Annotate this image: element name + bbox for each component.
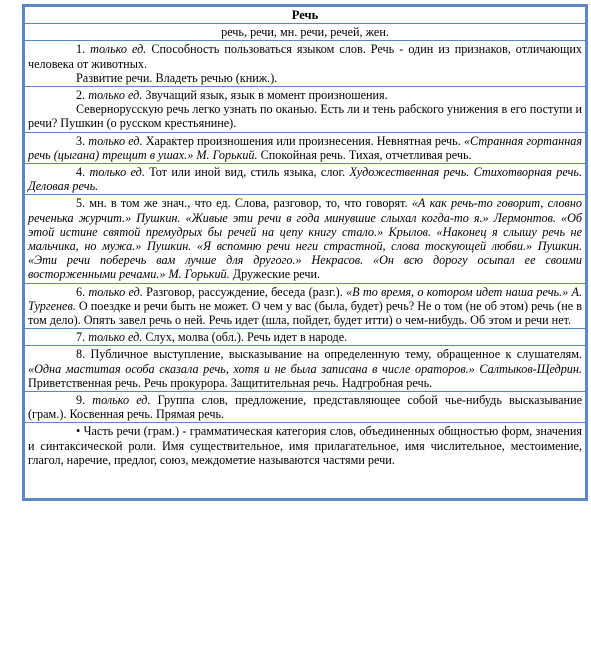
sense-part: 1. [76, 42, 91, 57]
sense-part: Характер произношения или произнесения. Невнятная речь. [142, 133, 464, 148]
sense-part: Дружеские речи. [229, 267, 321, 282]
sense-4 [25, 164, 586, 195]
sense-part: «А как речь-то говорит, словно реченька журчит.» Пушкин. «Живые эти речи в года минувшие слыхал когда-то я.» Лермонтов. «Об этой истине святой премудрых бы речей на цепу книгу стало.» Крылов. «Наконец я слышу речь не мальчика, но мужа.» Пушкин. «Я вспомню речи неги страстной, слова тоскующей любви.» Пушкин. «Эти речи поберечь вам лучше для другого.» Некрасов. «Он всю дорогу осыпал ее своими восторженными речами.» М. Горький. [28, 196, 582, 282]
sense-text [28, 42, 582, 70]
sense-text [28, 196, 582, 281]
sense-part: 6. [76, 284, 89, 299]
dictionary-entry-table [22, 4, 588, 501]
sense-part: только ед. [88, 133, 143, 148]
sense-part: «В то время, о котором идет наша речь.» А. Тургенев. [28, 284, 582, 313]
sense-2 [25, 87, 586, 133]
sense-8 [25, 346, 586, 392]
sense-text [28, 330, 582, 344]
sense-part: 3. [76, 133, 89, 148]
sense-text [28, 134, 582, 162]
sense-9 [25, 392, 586, 423]
sense-3 [25, 132, 586, 163]
sense-7 [25, 329, 586, 346]
sense-part: только ед. [92, 393, 151, 408]
sense-part: «Странная гортанная речь (цыгана) трещит в ушах.» М. Горький. [28, 133, 582, 162]
blank-space [28, 467, 582, 497]
sense-part: только ед. [89, 165, 145, 180]
sense-part: 9. [76, 393, 93, 408]
sense-5 [25, 195, 586, 283]
sense-text [28, 88, 582, 102]
sense-text [28, 393, 582, 421]
sense-example: Севернорусскую речь легко узнать по оканью. Есть ли и тень рабского унижения в его поступи и речи? Пушкин (о русском крестьянине). [28, 102, 582, 131]
sense-part: 7. [76, 330, 89, 345]
sense-part: 5. мн. в том же знач., что ед. Слова, разговор, то, что говорят. [76, 196, 412, 211]
part-of-speech-note [25, 423, 586, 499]
sense-part: «Одна маститая особа сказала речь, хотя и не была записана в числе ораторов.» Салтыков-Щедрин. [28, 361, 582, 376]
sense-text [28, 347, 582, 390]
sense-part: • Часть речи (грам.) - грамматическая категория слов, объединенных общностью форм, значения и синтаксической роли. Имя существительное, имя прилагательное, имя числительное, местоимение, глагол, наречие, предлог, союз, междометие называются частями речи. [28, 424, 582, 467]
sense-1 [25, 41, 586, 87]
sense-part: 2. [76, 88, 89, 103]
sense-text [28, 285, 582, 328]
sense-part: Разговор, рассуждение, беседа (разг.). [142, 284, 347, 299]
sense-6 [25, 283, 586, 329]
sense-part: О поездке и речи быть не может. О чем у вас (была, будет) речь? Не о том (не об этом) речь (не в том дело). Опять завел речь о ней. Речь идет (шла, пойдет, будет итти) о чем-нибудь. Об этом и речи нет. [28, 298, 582, 328]
sense-part: 8. Публичное выступление, высказывание на определенную тему, обращенное к слушателям. [76, 347, 582, 362]
sense-part: только ед. [88, 284, 143, 299]
entry-title: Речь [25, 7, 586, 24]
sense-part: Тот или иной вид, стиль языка, слог. [144, 165, 350, 180]
sense-part: Приветственная речь. Речь прокурора. Защитительная речь. Надгробная речь. [28, 375, 433, 390]
sense-part: 4. [76, 165, 90, 180]
sense-example: Развитие речи. Владеть речью (книж.). [76, 70, 278, 85]
sense-text [28, 165, 582, 193]
sense-part: Способность пользоваться языком слов. Речь - один из признаков, отличающих человека от животных. [28, 42, 583, 71]
entry-forms: речь, речи, мн. речи, речей, жен. [25, 24, 586, 41]
sense-part: Художественная речь. Стихотворная речь. Деловая речь. [28, 165, 582, 194]
sense-part: только ед. [88, 330, 143, 345]
sense-part: Спокойная речь. Тихая, отчетливая речь. [257, 147, 472, 162]
sense-part: только ед. [88, 88, 143, 103]
sense-part: Группа слов, предложение, представляющее собой чье-нибудь высказывание (грам.). Косвенная речь. Прямая речь. [28, 393, 583, 422]
sense-part: только ед. [90, 42, 147, 57]
sense-part: Звучащий язык, язык в момент произношения. [142, 88, 388, 103]
sense-part: Слух, молва (обл.). Речь идет в народе. [142, 330, 348, 345]
sense-text [28, 424, 582, 467]
